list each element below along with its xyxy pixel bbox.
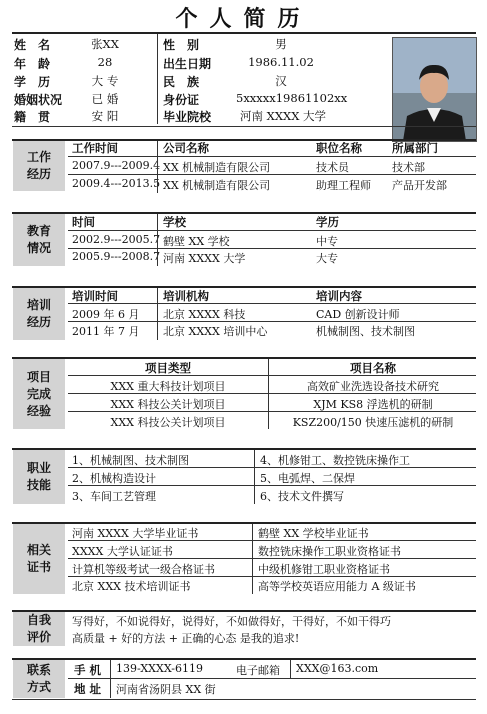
- contact-email-divider: [290, 660, 291, 678]
- train-header-org: 培训机构: [163, 289, 209, 303]
- proj-row-name: 高效矿业洗选设备技术研究: [307, 380, 439, 393]
- skills-section-label: 职业 技能: [13, 450, 65, 504]
- native-label: 籍 贯: [14, 110, 51, 124]
- proj-row-type: XXX 重大科技计划项目: [110, 380, 226, 393]
- work-row-time: 2007.9---2009.4: [72, 159, 161, 172]
- edu-row-time: 2002.9---2005.7: [72, 233, 161, 246]
- id-value: 5xxxxx19861102xx: [236, 91, 348, 105]
- native-value: 安 阳: [91, 109, 119, 123]
- cert-item: 中级机修钳工职业资格证书: [258, 563, 390, 576]
- edu-header-degree: 学历: [316, 215, 339, 229]
- edu-header-school: 学校: [163, 215, 186, 229]
- phone-value: 139-XXXX-6119: [116, 662, 203, 675]
- train-header-rule: [68, 303, 476, 304]
- work-row-dept: 产品开发部: [392, 179, 447, 192]
- certs-row-rule: [68, 540, 476, 541]
- proj-row-rule: [68, 393, 476, 394]
- certs-row-rule: [68, 576, 476, 577]
- proj-row-type: XXX 科技公关计划项目: [110, 416, 226, 429]
- id-label: 身份证: [163, 93, 200, 107]
- train-row-time: 2009 年 6 月: [72, 308, 140, 321]
- age-value: 28: [97, 55, 113, 69]
- name-value: 张XX: [91, 37, 119, 51]
- skill-item: 6、技术文件撰写: [260, 490, 344, 503]
- edu-row-rule: [68, 248, 476, 249]
- train-col-divider: [157, 288, 158, 340]
- certs-col-divider: [252, 524, 253, 594]
- skill-item: 2、机械构造设计: [72, 472, 156, 485]
- work-header-position: 职位名称: [316, 141, 362, 155]
- cert-item: 河南 XXXX 大学毕业证书: [72, 527, 199, 540]
- cert-item: 数控铣床操作工职业资格证书: [258, 545, 401, 558]
- birth-label: 出生日期: [163, 57, 212, 71]
- work-row-dept: 技术部: [392, 161, 425, 174]
- projects-section-label: 项目 完成 经验: [13, 359, 65, 429]
- proj-col-divider: [268, 359, 269, 429]
- eval-top-rule: [12, 610, 476, 612]
- train-row-time: 2011 年 7 月: [72, 325, 140, 338]
- edu-header-time: 时间: [72, 215, 95, 229]
- age-label: 年 龄: [14, 57, 51, 71]
- skills-row-rule: [68, 485, 476, 486]
- marital-label: 婚姻状况: [14, 93, 63, 107]
- proj-row-rule: [68, 411, 476, 412]
- work-row-time: 2009.4---2013.5: [72, 177, 161, 190]
- train-row-org: 北京 XXXX 科技: [163, 308, 246, 321]
- edu-row-school: 河南 XXXX 大学: [163, 252, 246, 265]
- skill-item: 3、车间工艺管理: [72, 490, 156, 503]
- self-eval-line: 写得好，不如说得好，说得好，不如做得好，干得好，不如干得巧: [72, 615, 391, 628]
- certs-row-rule: [68, 558, 476, 559]
- edu-row-time: 2005.9---2008.7: [72, 250, 161, 263]
- ethnic-value: 汉: [275, 74, 287, 88]
- work-row-position: 助理工程师: [316, 179, 371, 192]
- certs-section-label: 相关 证书: [13, 524, 65, 594]
- address-value: 河南省汤阴县 XX 街: [116, 683, 216, 696]
- proj-header-type: 项目类型: [145, 361, 191, 375]
- gender-value: 男: [275, 37, 287, 51]
- address-label: 地 址: [74, 682, 102, 696]
- birth-value: 1986.11.02: [248, 55, 314, 69]
- cert-item: 北京 XXX 技术培训证书: [72, 580, 191, 593]
- school-label: 毕业院校: [163, 110, 212, 124]
- contact-section-label: 联系 方式: [13, 660, 65, 698]
- train-row-content: CAD 创新设计师: [316, 308, 400, 321]
- edu-header-rule: [68, 230, 476, 231]
- contact-row-rule: [68, 678, 476, 679]
- cert-item: XXXX 大学认证证书: [72, 545, 173, 558]
- ethnic-label: 民 族: [163, 75, 200, 89]
- self-eval-line: 高质量 + 好的方法 + 正确的心态 是我的追求!: [72, 632, 300, 645]
- skill-item: 1、机械制图、技术制图: [72, 454, 189, 467]
- proj-top-rule: [12, 357, 476, 359]
- work-header-rule: [68, 156, 476, 157]
- proj-row-name: KSZ200/150 快速压滤机的研制: [292, 416, 454, 429]
- training-section-label: 培训 经历: [13, 288, 65, 340]
- work-row-rule: [68, 174, 476, 175]
- top-rule: [12, 32, 476, 34]
- cert-item: 计算机等级考试一级合格证书: [72, 563, 215, 576]
- self-eval-section-label: 自我 评价: [13, 612, 65, 646]
- edu-row-school: 鹤壁 XX 学校: [163, 235, 230, 248]
- work-row-company: XX 机械制造有限公司: [163, 179, 271, 192]
- skills-row-rule: [68, 467, 476, 468]
- personal-bottom-rule: [12, 126, 476, 127]
- skills-top-rule: [12, 448, 476, 450]
- work-section-label: 工作 经历: [13, 141, 65, 191]
- work-header-dept: 所属部门: [392, 141, 438, 155]
- phone-label: 手 机: [74, 663, 102, 677]
- proj-row-name: XJM KS8 浮选机的研制: [313, 398, 433, 411]
- school-value: 河南 XXXX 大学: [240, 109, 327, 123]
- resume-title: 个人简历: [175, 6, 312, 32]
- train-row-rule: [68, 321, 476, 322]
- cert-item: 高等学校英语应用能力 A 级证书: [258, 580, 416, 593]
- skills-col-divider: [254, 450, 255, 504]
- proj-row-type: XXX 科技公关计划项目: [110, 398, 226, 411]
- edu-value: 大 专: [91, 74, 119, 88]
- work-col-divider: [157, 141, 158, 193]
- edu-col-divider: [157, 214, 158, 266]
- email-label: 电子邮箱: [236, 664, 280, 677]
- bottom-rule: [12, 699, 476, 700]
- train-header-time: 培训时间: [72, 289, 118, 303]
- marital-value: 已 婚: [91, 92, 119, 106]
- edu-row-degree: 中专: [316, 235, 338, 248]
- work-header-time: 工作时间: [72, 141, 118, 155]
- gender-label: 性 别: [163, 38, 200, 52]
- skill-item: 5、电弧焊、二保焊: [260, 472, 355, 485]
- work-header-company: 公司名称: [163, 141, 209, 155]
- proj-header-name: 项目名称: [350, 361, 396, 375]
- personal-divider: [157, 34, 158, 124]
- contact-col-divider: [110, 660, 111, 698]
- contact-top-rule: [12, 658, 476, 660]
- train-row-content: 机械制图、技术制图: [316, 325, 415, 338]
- train-header-content: 培训内容: [316, 289, 362, 303]
- email-value: XXX@163.com: [296, 662, 379, 675]
- work-row-company: XX 机械制造有限公司: [163, 161, 271, 174]
- work-row-position: 技术员: [316, 161, 349, 174]
- certs-top-rule: [12, 522, 476, 524]
- education-section-label: 教育 情况: [13, 214, 65, 266]
- edu-row-degree: 大专: [316, 252, 338, 265]
- edu-label: 学 历: [14, 75, 51, 89]
- name-label: 姓 名: [14, 38, 51, 52]
- skill-item: 4、机修钳工、数控铣床操作工: [260, 454, 410, 467]
- cert-item: 鹤壁 XX 学校毕业证书: [258, 527, 369, 540]
- train-row-org: 北京 XXXX 培训中心: [163, 325, 268, 338]
- proj-header-rule: [68, 375, 476, 376]
